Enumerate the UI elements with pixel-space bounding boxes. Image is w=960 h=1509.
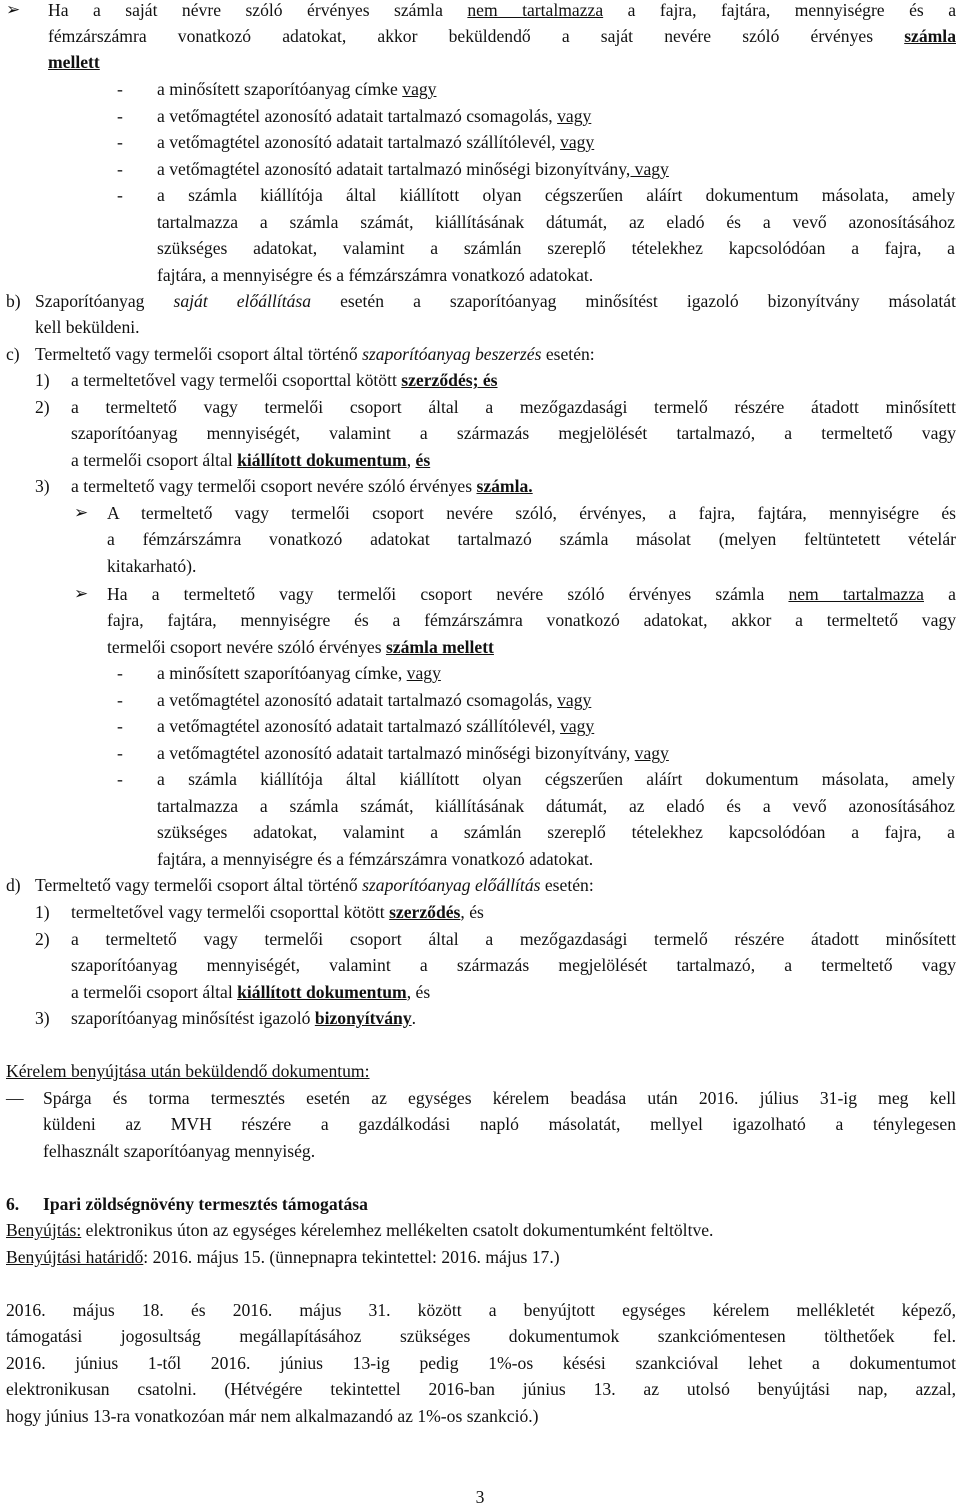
dash-bullet: - <box>117 159 123 179</box>
list-item: a termeltető vagy termelői csoport által a mezőgazdasági termelő részére átadott minősített <box>71 397 956 417</box>
item-label: 3) <box>35 476 50 496</box>
list-item: termeltetővel vagy termelői csoporttal kötött szerződés, és <box>71 902 484 922</box>
text-line: Szaporítóanyag saját előállítása esetén a szaporítóanyag minősítést igazoló bizonyítvány másolatát <box>35 291 956 311</box>
dash-bullet: - <box>117 79 123 99</box>
text-line: fajtára, a mennyiségre és a fémzárszámra vonatkozó adatokat. <box>157 849 594 869</box>
list-item: a vetőmagtétel azonosító adatait tartalmazó csomagolás, vagy <box>157 106 592 126</box>
list-item: a minősített szaporítóanyag címke vagy <box>157 79 437 99</box>
item-label: 2) <box>35 929 50 949</box>
list-item: a vetőmagtétel azonosító adatait tartalmazó csomagolás, vagy <box>157 690 592 710</box>
text-line: mellett <box>48 52 100 72</box>
text-line: szükséges adatokat, valamint a számlán szereplő tételekhez kapcsolódóan a fajra, a <box>157 822 955 842</box>
arrow-bullet-icon: ➢ <box>6 0 21 19</box>
item-label: 1) <box>35 370 50 390</box>
list-item: a termeltetővel vagy termelői csoporttal kötött szerződés; és <box>71 370 498 390</box>
dash-bullet: - <box>117 716 123 736</box>
list-item: a termeltető vagy termelői csoport nevére szóló érvényes számla. <box>71 476 533 496</box>
text-line: fémzárszámra vonatkozó adatokat, akkor beküldendő a saját nevére szóló érvényes számla <box>48 26 956 46</box>
submission-line: Benyújtás: elektronikus úton az egységes kérelemhez mellékelten csatolt dokumentumként feltöltve. <box>6 1220 714 1240</box>
list-item: a számla kiállítója által kiállított olyan cégszerűen aláírt dokumentum másolata, amely <box>157 769 955 789</box>
text-line: elektronikusan csatolni. (Hétvégére tekintettel 2016-ban június 13. az utolsó benyújtási nap, azzal, <box>6 1379 956 1399</box>
text-line: a fémzárszámra vonatkozó adatokat tartalmazó számla másolat (melyen feltüntetett vételár <box>107 529 956 549</box>
list-item: a termeltető vagy termelői csoport által a mezőgazdasági termelő részére átadott minősített <box>71 929 956 949</box>
dash-bullet: - <box>117 663 123 683</box>
text-line: fajtára, a mennyiségre és a fémzárszámra vonatkozó adatokat. <box>157 265 594 285</box>
dash-bullet: - <box>117 769 123 789</box>
deadline-line: Benyújtási határidő: 2016. május 15. (ünnepnapra tekintettel: 2016. május 17.) <box>6 1247 560 1267</box>
arrow-bullet-icon: ➢ <box>74 584 89 603</box>
page-number: 3 <box>475 1487 485 1507</box>
text-line: támogatási jogosultság megállapításához szükséges dokumentumok szankciómentesen tölthetőek fel. <box>6 1326 956 1346</box>
text-line: Termeltető vagy termelői csoport által történő szaporítóanyag előállítás esetén: <box>35 875 594 895</box>
text-line: hogy június 13-ra vonatkozóan már nem alkalmazandó az 1%-os szankció.) <box>6 1406 539 1426</box>
text-line: kell beküldeni. <box>35 317 140 337</box>
text-line: a termelői csoport által kiállított dokumentum, és <box>71 982 431 1002</box>
text-line: tartalmazza a számla számát, kiállításának dátumát, az eladó és a vevő azonosításához <box>157 212 955 232</box>
item-label: c) <box>6 344 20 364</box>
dash-bullet: - <box>117 743 123 763</box>
dash-bullet: - <box>117 106 123 126</box>
dash-bullet: — <box>6 1088 24 1108</box>
list-item: a vetőmagtétel azonosító adatait tartalmazó szállítólevél, vagy <box>157 716 595 736</box>
list-item: a vetőmagtétel azonosító adatait tartalmazó minőségi bizonyítvány, vagy <box>157 159 669 179</box>
list-item: a vetőmagtétel azonosító adatait tartalmazó minőségi bizonyítvány, vagy <box>157 743 669 763</box>
text-line: Termeltető vagy termelői csoport által történő szaporítóanyag beszerzés esetén: <box>35 344 595 364</box>
list-item: a vetőmagtétel azonosító adatait tartalmazó szállítólevél, vagy <box>157 132 595 152</box>
arrow-bullet-icon: ➢ <box>74 503 89 522</box>
text-line: A termeltető vagy termelői csoport nevére szóló, érvényes, a fajra, fajtára, mennyiségre és <box>107 503 956 523</box>
text-line: fajra, fajtára, mennyiségre és a fémzárszámra vonatkozó adatokat, akkor a termeltető vagy <box>107 610 956 630</box>
text-line: szükséges adatokat, valamint a számlán szereplő tételekhez kapcsolódóan a fajra, a <box>157 238 955 258</box>
text-line: szaporítóanyag mennyiségét, valamint a származás megjelölését tartalmazó, a termeltető vagy <box>71 423 956 443</box>
item-label: 2) <box>35 397 50 417</box>
section-number: 6. <box>6 1194 20 1214</box>
list-item: a minősített szaporítóanyag címke, vagy <box>157 663 441 683</box>
text-line: a termelői csoport által kiállított dokumentum, és <box>71 450 431 470</box>
item-label: 1) <box>35 902 50 922</box>
dash-bullet: - <box>117 185 123 205</box>
list-item: szaporítóanyag minősítést igazoló bizonyítvány. <box>71 1008 417 1028</box>
text-line: szaporítóanyag mennyiségét, valamint a származás megjelölését tartalmazó, a termeltető vagy <box>71 955 956 975</box>
dash-bullet: - <box>117 690 123 710</box>
list-item: a számla kiállítója által kiállított olyan cégszerűen aláírt dokumentum másolata, amely <box>157 185 955 205</box>
text-line: Ha a saját névre szóló érvényes számla nem tartalmazza a fajra, fajtára, mennyiségre és a <box>48 0 956 20</box>
section-heading: Kérelem benyújtása után beküldendő dokumentum: <box>6 1061 370 1081</box>
dash-bullet: - <box>117 132 123 152</box>
section-title: Ipari zöldségnövény termesztés támogatása <box>43 1194 368 1214</box>
text-line: 2016. május 18. és 2016. május 31. között a benyújtott egységes kérelem mellékletét képező, <box>6 1300 956 1320</box>
text-line: kitakarható). <box>107 556 197 576</box>
text-line: 2016. június 1-től 2016. június 13-ig pedig 1%-os késési szankcióval lehet a dokumentumot <box>6 1353 956 1373</box>
text-line: küldeni az MVH részére a gazdálkodási napló másolatát, mellyel igazolható a ténylegesen <box>43 1114 956 1134</box>
text-line: termelői csoport nevére szóló érvényes számla mellett <box>107 637 494 657</box>
text-line: felhasznált szaporítóanyag mennyiség. <box>43 1141 316 1161</box>
text-line: tartalmazza a számla számát, kiállításának dátumát, az eladó és a vevő azonosításához <box>157 796 955 816</box>
list-item: Spárga és torma termesztés esetén az egységes kérelem beadása után 2016. július 31-ig meg kell <box>43 1088 956 1108</box>
item-label: 3) <box>35 1008 50 1028</box>
item-label: b) <box>6 291 21 311</box>
text-line: Ha a termeltető vagy termelői csoport nevére szóló érvényes számla nem tartalmazza a <box>107 584 956 604</box>
item-label: d) <box>6 875 21 895</box>
